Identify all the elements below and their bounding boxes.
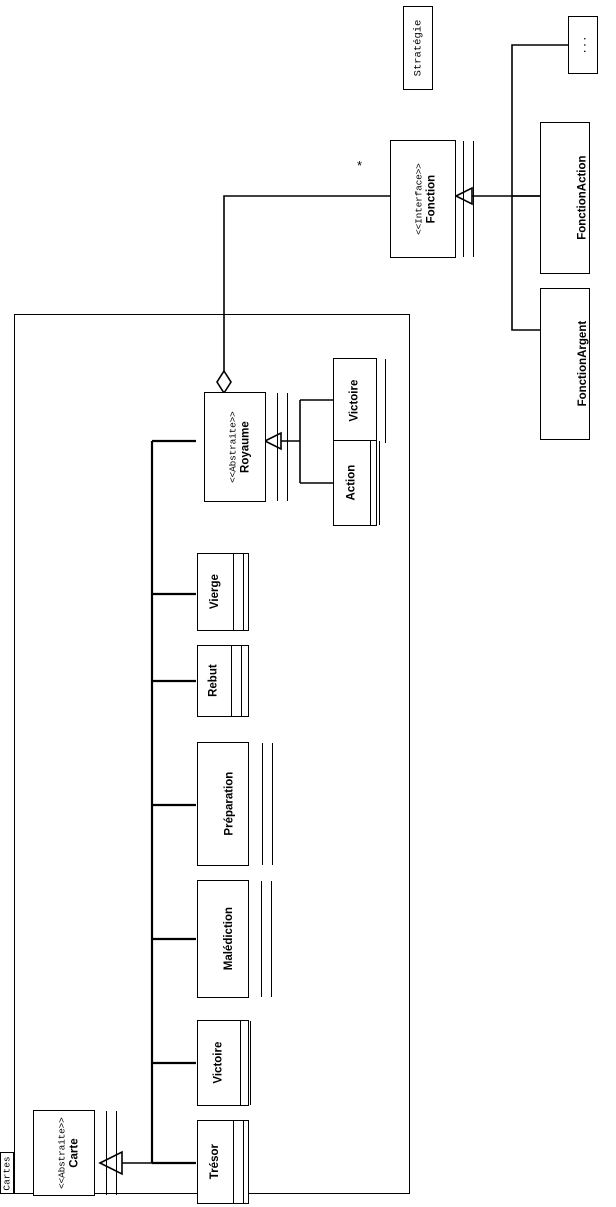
class-operations-compartment-action: [379, 441, 388, 525]
class-box-victoire[interactable]: [197, 1020, 249, 1106]
class-title-preparation: Préparation: [223, 772, 236, 836]
class-box-fonction[interactable]: [390, 140, 456, 258]
class-attributes-compartment-vierge: [233, 554, 243, 630]
package-cartes-tab: [0, 1152, 14, 1194]
class-operations-compartment-royaume: [287, 393, 297, 501]
class-attributes-compartment-fonction: [463, 141, 473, 257]
class-title-vierge: Vierge: [208, 574, 221, 610]
class-title-rebut: Rebut: [207, 664, 220, 698]
class-attributes-compartment-tresor: [233, 1121, 243, 1203]
class-operations-compartment-carte: [116, 1111, 126, 1195]
class-name-compartment-victoire-royaume: [334, 359, 376, 443]
class-operations-compartment-preparation: [272, 743, 282, 865]
class-box-victoire-royaume[interactable]: [333, 358, 377, 444]
class-attributes-compartment-malediction: [261, 881, 271, 997]
class-name-compartment-royaume: [205, 393, 277, 501]
class-name-compartment-tresor: [198, 1121, 233, 1203]
class-name-compartment-fonction: [391, 141, 463, 257]
class-title-victoire: Victoire: [212, 1042, 225, 1084]
note-strategie-text: Stratégie: [412, 19, 424, 77]
class-name-compartment-action: [334, 441, 370, 525]
class-box-fonctionaction[interactable]: [540, 122, 590, 274]
note-ellipsis-text: ...: [577, 35, 589, 55]
stereotype-royaume: <<Abstraite>>: [227, 411, 239, 483]
class-title-fonction: Fonction: [425, 174, 438, 224]
class-operations-compartment-fonction: [473, 141, 483, 257]
class-attributes-compartment-preparation: [262, 743, 272, 865]
class-operations-compartment-victoire: [250, 1021, 260, 1105]
class-title-royaume: Royaume: [239, 421, 252, 473]
class-name-compartment-malediction: [198, 881, 261, 997]
class-box-action[interactable]: [333, 440, 377, 526]
class-title-carte: Carte: [68, 1138, 81, 1168]
class-box-carte[interactable]: [33, 1110, 95, 1196]
class-title-action: Action: [345, 465, 358, 501]
class-name-compartment-fonctionargent: [541, 289, 616, 439]
class-name-compartment-preparation: [198, 743, 262, 865]
class-name-compartment-victoire: [198, 1021, 240, 1105]
class-attributes-compartment-action: [370, 441, 379, 525]
class-operations-compartment-victoire-royaume: [385, 359, 394, 443]
class-name-compartment-carte: [34, 1111, 106, 1195]
class-box-malediction[interactable]: [197, 880, 249, 998]
class-box-preparation[interactable]: [197, 742, 249, 866]
class-attributes-compartment-victoire: [240, 1021, 250, 1105]
class-attributes-compartment-royaume: [277, 393, 287, 501]
class-box-tresor[interactable]: [197, 1120, 249, 1204]
class-attributes-compartment-carte: [106, 1111, 116, 1195]
class-title-malediction: Malédiction: [223, 907, 236, 971]
note-ellipsis: [568, 16, 598, 74]
package-cartes-label: Cartes: [1, 1155, 13, 1191]
class-operations-compartment-vierge: [243, 554, 253, 630]
class-title-tresor: Trésor: [208, 1144, 221, 1180]
class-attributes-compartment-victoire-royaume: [376, 359, 385, 443]
class-box-vierge[interactable]: [197, 553, 249, 631]
class-name-compartment-vierge: [198, 554, 233, 630]
multiplicity-star: *: [357, 158, 363, 173]
stereotype-fonction: <<Interface>>: [413, 163, 425, 235]
class-attributes-compartment-rebut: [231, 646, 241, 716]
class-operations-compartment-malediction: [271, 881, 281, 997]
class-name-compartment-rebut: [198, 646, 231, 716]
class-title-fonctionargent: FonctionArgent: [577, 321, 590, 407]
class-box-rebut[interactable]: [197, 645, 249, 717]
class-title-victoire-royaume: Victoire: [348, 380, 361, 422]
stereotype-carte: <<Abstraite>>: [56, 1117, 68, 1189]
class-title-fonctionaction: FonctionAction: [576, 155, 589, 241]
note-strategie: [403, 6, 433, 90]
class-operations-compartment-tresor: [243, 1121, 253, 1203]
class-name-compartment-fonctionaction: [541, 123, 616, 273]
class-operations-compartment-rebut: [241, 646, 251, 716]
class-box-royaume[interactable]: [204, 392, 266, 502]
class-box-fonctionargent[interactable]: [540, 288, 590, 440]
